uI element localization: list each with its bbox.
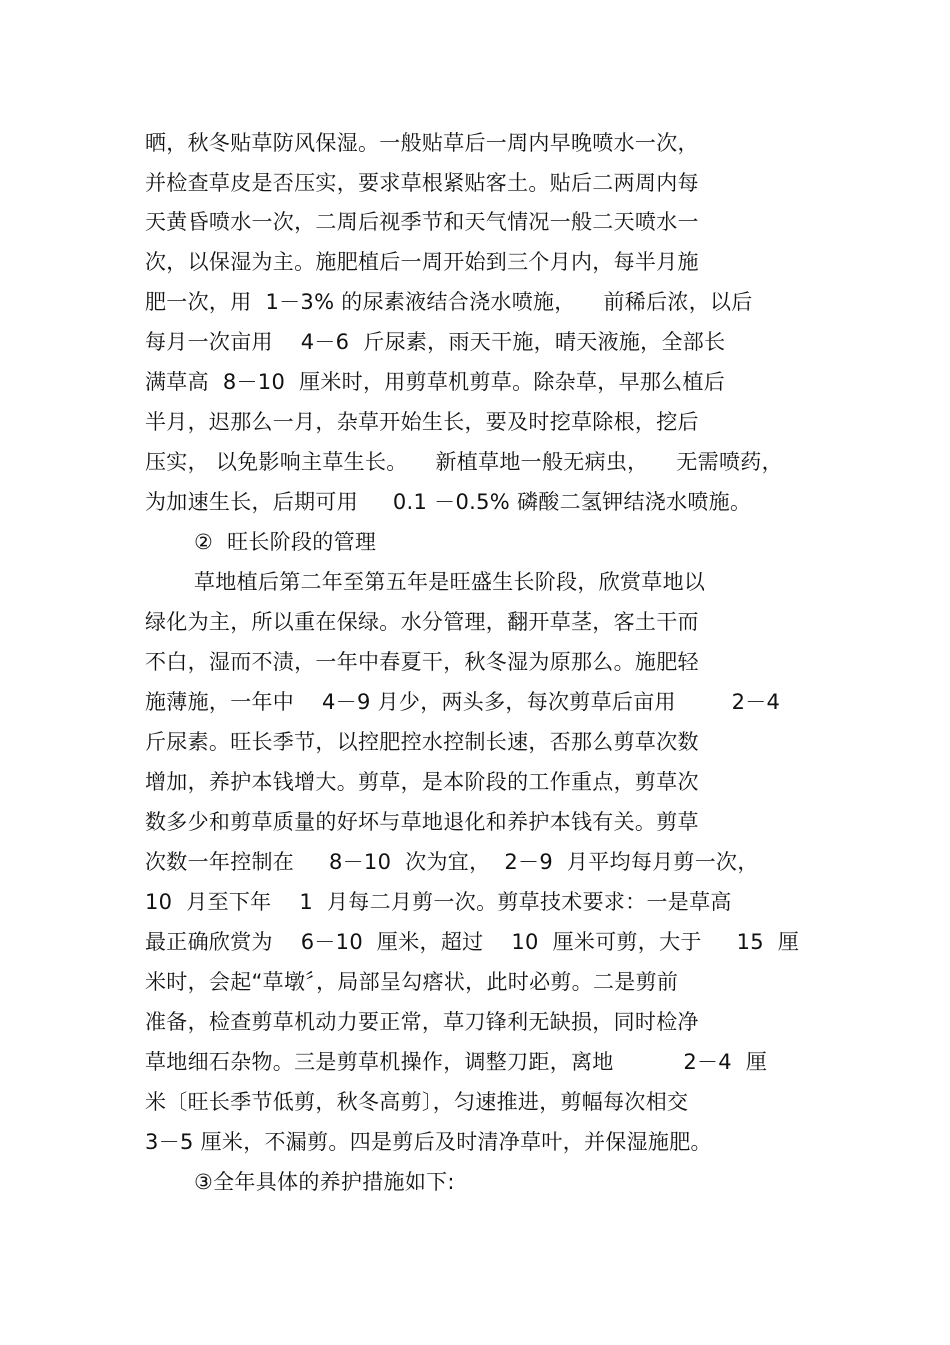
text-line: 次，以保湿为主。施肥植后一周开始到三个月内，每半月施 [145,250,699,274]
text-line: 最正确欣赏为 6－10 厘米，超过 10 厘米可剪，大于 15 厘 [145,930,800,954]
text-line: 为加速生长，后期可用 0.1 －0.5% 磷酸二氢钾结浇水喷施。 [145,490,752,514]
text-line: 每月一次亩用 4－6 斤尿素，雨天干施，晴天液施，全部长 [145,330,726,354]
text-line: 10 月至下年 1 月每二月剪一次。剪草技术要求：一是草高 [145,890,732,914]
text-line: 准备，检查剪草机动力要正常，草刀锋利无缺损，同时检净 [145,1010,699,1034]
text-line: 绿化为主，所以重在保绿。水分管理，翻开草茎，客土干而 [145,610,699,634]
text-line: 3－5 厘米，不漏剪。四是剪后及时清净草叶，并保湿施肥。 [145,1130,712,1154]
text-line: 不白，湿而不渍，一年中春夏干，秋冬湿为原那么。施肥轻 [145,650,699,674]
text-line: 满草高 8－10 厘米时，用剪草机剪草。除杂草，早那么植后 [145,370,726,394]
text-line: 数多少和剪草质量的好坏与草地退化和养护本钱有关。剪草 [145,810,699,834]
text-line: 草地细石杂物。三是剪草机操作，调整刀距，离地 2－4 厘 [145,1050,768,1074]
text-line: 半月，迟那么一月，杂草开始生长，要及时挖草除根，挖后 [145,410,699,434]
text-line: 施薄施，一年中 4－9 月少，两头多，每次剪草后亩用 2－4 [145,690,781,714]
text-line: 增加，养护本钱增大。剪草，是本阶段的工作重点，剪草次 [145,770,699,794]
text-line: 斤尿素。旺长季节，以控肥控水控制长速，否那么剪草次数 [145,730,699,754]
text-line: 次数一年控制在 8－10 次为宜， 2－9 月平均每月剪一次， [145,850,759,874]
section-heading: ② 旺长阶段的管理 [194,530,377,554]
text-line: 晒，秋冬贴草防风保湿。一般贴草后一周内早晚喷水一次， [145,131,699,155]
text-line: 米〔旺长季节低剪，秋冬高剪〕，匀速推进，剪幅每次相交 [145,1090,689,1114]
section-heading: ③全年具体的养护措施如下: [194,1170,455,1194]
text-line: 压实， 以免影响主草生长。 新植草地一般无病虫， 无需喷药， [145,450,783,474]
text-line: 肥一次，用 1－3% 的尿素液结合浇水喷施， 前稀后浓，以后 [145,290,753,314]
text-line: 草地植后第二年至第五年是旺盛生长阶段，欣赏草地以 [194,570,706,594]
text-line: 米时，会起“草墩〞，局部呈勾瘩状，此时必剪。二是剪前 [145,970,679,994]
text-line: 天黄昏喷水一次，二周后视季节和天气情况一般二天喷水一 [145,210,699,234]
text-line: 并检查草皮是否压实，要求草根紧贴客土。贴后二两周内每 [145,171,699,195]
